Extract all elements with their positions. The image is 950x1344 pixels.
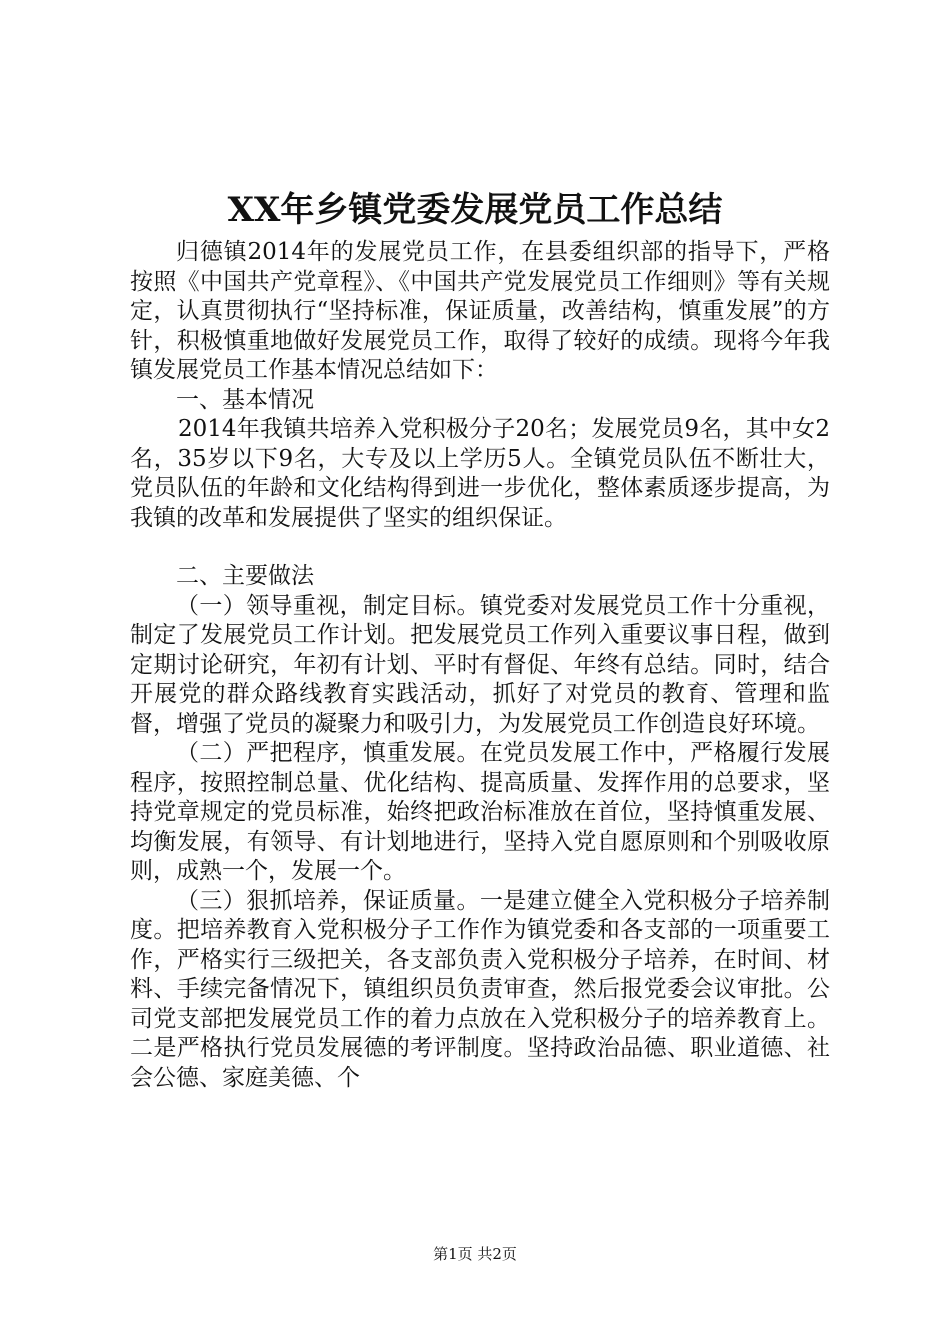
document-body	[130, 238, 830, 1093]
intro-paragraph: 归德镇2014年的发展党员工作，在县委组织部的指导下，严格按照《中国共产党章程》、《中国共产党发展党员工作细则》等有关规定，认真贯彻执行“坚持标准，保证质量，改善结构，慎重发展”的方针，积极慎重地做好发展党员工作，取得了较好的成绩。现将今年我镇发展党员工作基本情况总结如下：	[130, 239, 830, 383]
section-heading-basic: 一、基本情况	[176, 386, 314, 413]
method-item-2: （二）严把程序，慎重发展。在党员发展工作中，严格履行发展程序，按照控制总量、优化结构、提高质量、发挥作用的总要求，坚持党章规定的党员标准，始终把政治标准放在首位，坚持慎重发展、均衡发展，有领导、有计划地进行，坚持入党自愿原则和个别吸收原则，成熟一个，发展一个。	[130, 740, 830, 884]
section-heading-methods: 二、主要做法	[176, 563, 314, 589]
page-number: 第1页 共2页	[433, 1245, 517, 1263]
paragraph-gap	[130, 533, 830, 562]
basic-situation-paragraph: 2014年我镇共培养入党积极分子20名；发展党员9名，其中女2名，35岁以下9名，大专及以上学历5人。全镇党员队伍不断壮大，党员队伍的年龄和文化结构得到进一步优化，整体素质逐步提高，为我镇的改革和发展提供了坚实的组织保证。	[130, 416, 830, 531]
document-title: XX年乡镇党委发展党员工作总结	[227, 190, 723, 230]
method-item-3: （三）狠抓培养，保证质量。一是建立健全入党积极分子培养制度。把培养教育入党积极分子工作作为镇党委和各支部的一项重要工作，严格实行三级把关，各支部负责入党积极分子培养，在时间、材料、手续完备情况下，镇组织员负责审查，然后报党委会议审批。公司党支部把发展党员工作的着力点放在入党积极分子的培养教育上。二是严格执行党员发展德的考评制度。坚持政治品德、职业道德、社会公德、家庭美德、个	[130, 887, 830, 1091]
method-item-1: （一）领导重视，制定目标。镇党委对发展党员工作十分重视，制定了发展党员工作计划。把发展党员工作列入重要议事日程，做到定期讨论研究，年初有计划、平时有督促、年终有总结。同时，结合开展党的群众路线教育实践活动，抓好了对党员的教育、管理和监督，增强了党员的凝聚力和吸引力，为发展党员工作创造良好环境。	[130, 592, 830, 737]
